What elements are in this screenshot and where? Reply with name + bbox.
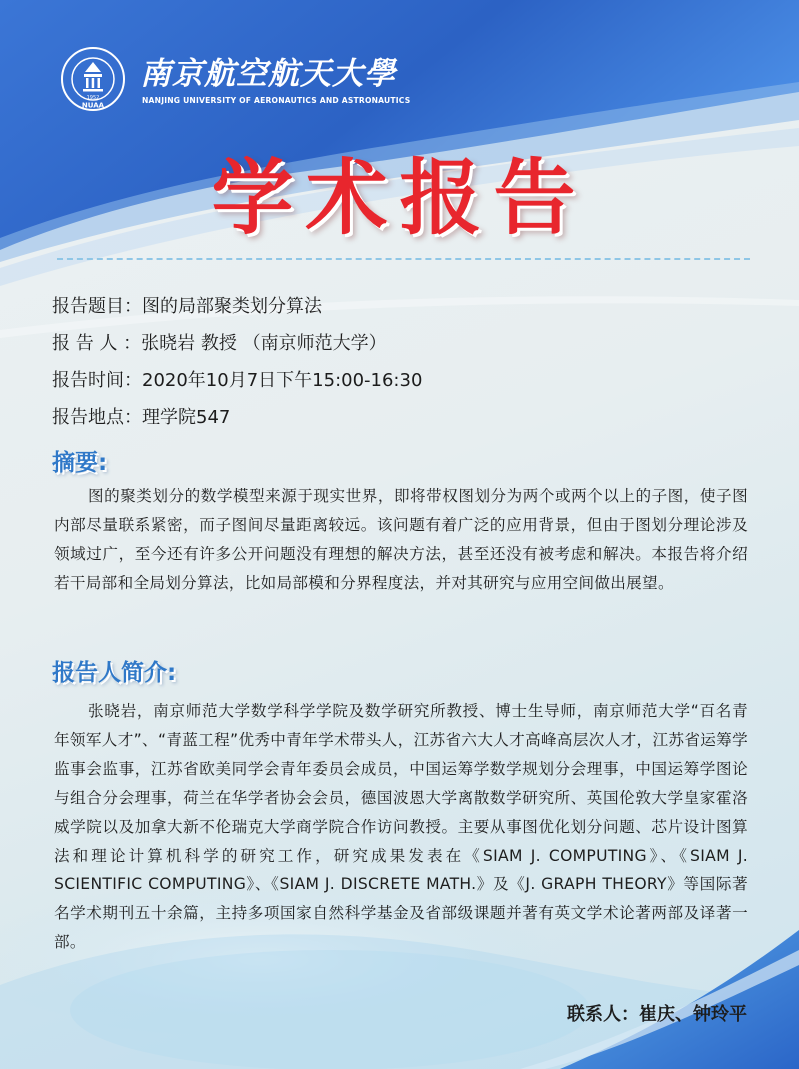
bio-text: 张晓岩，南京师范大学数学科学学院及数学研究所教授、博士生导师，南京师范大学“百名青年领军人才”、“青蓝工程”优秀中青年学术带头人，江苏省六大人才高峰高层次人才，江苏省运筹学监事会监事，江苏省欧美同学会青年委员会成员，中国运筹学数学规划分会理事，中国运筹学图论与组合分会理事，荷兰在华学者协会会员，德国波恩大学离散数学研究所、英国伦敦大学皇家霍洛威学院以及加拿大新不伦瑞克大学商学院合作访问教授。主要从事图优化划分问题、芯片设计图算法和理论计算机科学的研究工作，研究成果发表在《SIAM J. COMPUTING》、《SIAM J. SCIENTIFIC COMPUTING》、《SIAM J. DISCRETE MATH.》及《J. GRAPH THEORY》等国际著名学术期刊五十余篇，主持多项国家自然科学基金及省部级课题并著有英文学术论著两部及译著一部。 — [54, 702, 748, 952]
time-value: 2020年10月7日下午15:00-16:30 — [142, 370, 423, 391]
university-name-en: NANJING UNIVERSITY OF AERONAUTICS AND ASTRONAUTICS — [142, 96, 411, 105]
topic-row — [52, 290, 422, 327]
seal-text: NUAA — [81, 101, 105, 110]
topic-value: 图的局部聚类划分算法 — [142, 296, 322, 317]
speaker-row — [52, 327, 422, 364]
abstract-text: 图的聚类划分的数学模型来源于现实世界，即将带权图划分为两个或两个以上的子图，使子图内部尽量联系紧密，而子图间尽量距离较远。该问题有着广泛的应用背景，但由于图划分理论涉及领域过广，至今还有许多公开问题没有理想的解决方法，甚至还没有被考虑和解决。本报告将介绍若干局部和全局划分算法，比如局部模和分界程度法，并对其研究与应用空间做出展望。 — [54, 487, 748, 592]
speaker-value: 张晓岩 教授 （南京师范大学） — [141, 333, 387, 354]
speaker-label: 报 告 人 ： — [52, 333, 142, 354]
place-row — [52, 401, 422, 438]
contact-line: 联系人：崔庆、钟玲平 — [567, 1004, 747, 1025]
university-seal-icon — [58, 46, 128, 116]
abstract-heading: 摘要: — [52, 450, 108, 476]
time-label: 报告时间： — [52, 370, 142, 391]
time-row — [52, 364, 422, 401]
seal-year: 1952 — [86, 95, 100, 101]
university-logo — [58, 46, 411, 110]
poster-title: 学术报告 — [211, 151, 588, 246]
bio-heading: 报告人简介: — [52, 660, 177, 686]
place-label: 报告地点： — [52, 407, 142, 428]
university-name-cn: 南京航空航天大學 — [140, 56, 396, 92]
place-value: 理学院547 — [142, 407, 231, 428]
talk-info — [52, 290, 422, 438]
topic-label: 报告题目： — [52, 296, 142, 317]
dashed-divider — [57, 258, 750, 260]
